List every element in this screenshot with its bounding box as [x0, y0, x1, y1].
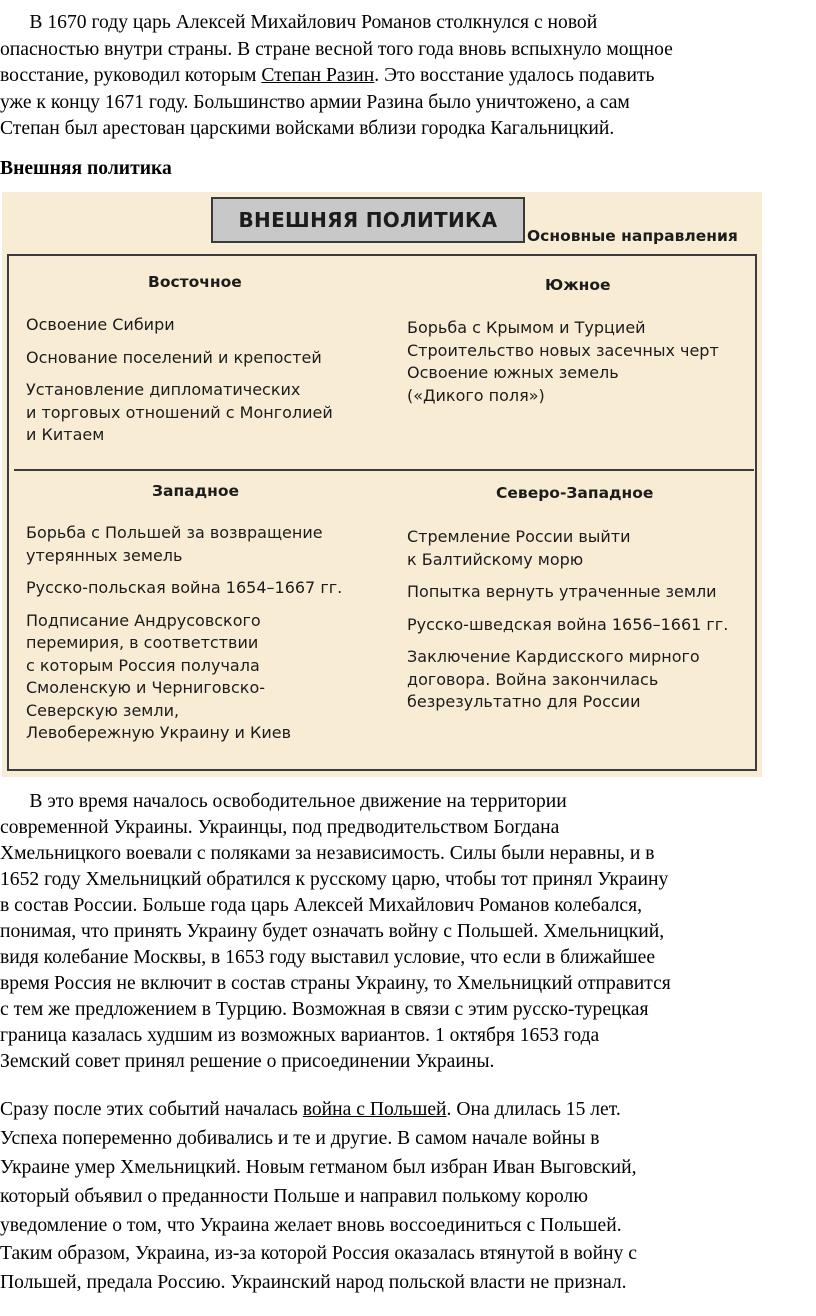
figure-divider — [14, 469, 754, 471]
section-east-title: Восточное — [148, 273, 242, 291]
section-west-title: Западное — [152, 482, 240, 500]
section-west-items — [26, 522, 386, 755]
text-line: Успеха попеременно добивались и те и другие. В самом начале войны в — [0, 1127, 600, 1149]
list-item: Основание поселений и крепостей — [26, 347, 322, 367]
paragraph-war-poland — [0, 1096, 800, 1298]
text-line: уведомление о том, что Украина желает вновь воссоединиться с Польшей. — [0, 1214, 622, 1236]
text-line: Хмельницкого воевали с поляками за независимость. Силы были неравны, и в — [0, 843, 655, 864]
text-line: Степан был арестован царскими войсками вблизи городка Кагальницкий. — [0, 118, 615, 139]
text-line: опасностью внутри страны. В стране весной того года вновь вспыхнуло мощное — [0, 38, 673, 60]
list-item: Стремление России выйти к Балтийскому морю — [407, 527, 631, 569]
paragraph-razin — [0, 10, 800, 143]
list-item: Попытка вернуть утраченные земли — [407, 582, 717, 601]
text-fragment: Сразу после этих событий началась — [0, 1099, 303, 1120]
text-line: В это время началось освободительное движение на территории — [0, 791, 567, 812]
text-line: с тем же предложением в Турцию. Возможная в связи с этим русско-турецкая — [0, 999, 649, 1020]
link-stepan-razin[interactable]: Степан Разин — [261, 65, 375, 86]
list-item: Русско-шведская война 1656–1661 гг. — [407, 614, 729, 634]
text-fragment: восстание, руководил которым — [0, 65, 262, 86]
text-line: уже к концу 1671 году. Большинство армии Разина было уничтожено, а сам — [0, 91, 630, 113]
text-line: Польшей, предала Россию. Украинский народ польской власти не признал. — [0, 1272, 627, 1294]
text-line — [0, 63, 800, 90]
list-item: Русско-польская война 1654–1667 гг. — [26, 578, 343, 597]
link-war-with-poland[interactable]: война с Польшей — [302, 1099, 447, 1120]
section-heading: Внешняя политика — [0, 158, 172, 179]
text-line: в состав России. Больше года царь Алексей Михайлович Романов колебался, — [0, 895, 643, 916]
text-line: В 1670 году царь Алексей Михайлович Романов столкнулся с новой — [0, 12, 598, 33]
list-item: Подписание Андрусовского перемирия, в соответствии с которым Россия получала Смоленскую и Черниговско- Северскую земли, Левобережную Украину и Киев — [26, 610, 292, 742]
list-item: Освоение Сибири — [26, 315, 175, 334]
text-line — [0, 1096, 800, 1125]
section-northwest-items — [407, 526, 759, 724]
section-south-items — [407, 317, 759, 417]
figure-subtitle: Основные направления — [527, 227, 738, 245]
text-fragment: . Это восстание удалось подавить — [374, 65, 655, 86]
list-item: Установление дипломатических и торговых отношений с Монголией и Китаем — [26, 380, 333, 444]
section-northwest-title: Северо-Западное — [496, 484, 654, 502]
text-line: время Россия не включит в состав страны Украину, то Хмельницкий отправится — [0, 973, 671, 994]
text-line: понимая, что принять Украину будет означать войну с Польшей. Хмельницкий, — [0, 921, 665, 942]
figure-title: ВНЕШНЯЯ ПОЛИТИКА — [211, 197, 525, 243]
text-line: 1652 году Хмельницкий обратился к русскому царю, чтобы тот принял Украину — [0, 869, 669, 890]
foreign-policy-figure — [2, 192, 762, 777]
paragraph-ukraine — [0, 789, 800, 1075]
list-item: Заключение Кардисского мирного договора. Война закончилась безрезультатно для России — [407, 647, 700, 711]
list-item: Борьба с Крымом и Турцией Строительство новых засечных черт Освоение южных земель («Дикого поля») — [407, 318, 719, 405]
text-line: который объявил о преданности Польше и направил полькому королю — [0, 1185, 588, 1207]
text-line: Земский совет принял решение о присоединении Украины. — [0, 1051, 495, 1072]
text-line: Таким образом, Украина, из-за которой Россия оказалась втянутой в войну с — [0, 1243, 637, 1265]
section-south-title: Южное — [545, 276, 611, 294]
text-line: видя колебание Москвы, в 1653 году выставил условие, что если в ближайшее — [0, 947, 656, 968]
section-east-items — [26, 314, 386, 457]
list-item: Борьба с Польшей за возвращение утерянных земель — [26, 523, 323, 565]
text-line: Украине умер Хмельницкий. Новым гетманом был избран Иван Выговский, — [0, 1156, 637, 1178]
text-line: современной Украины. Украинцы, под предводительством Богдана — [0, 817, 560, 838]
text-line: граница казалась худшим из возможных вариантов. 1 октября 1653 года — [0, 1025, 600, 1046]
text-fragment: . Она длилась 15 лет. — [446, 1099, 621, 1120]
